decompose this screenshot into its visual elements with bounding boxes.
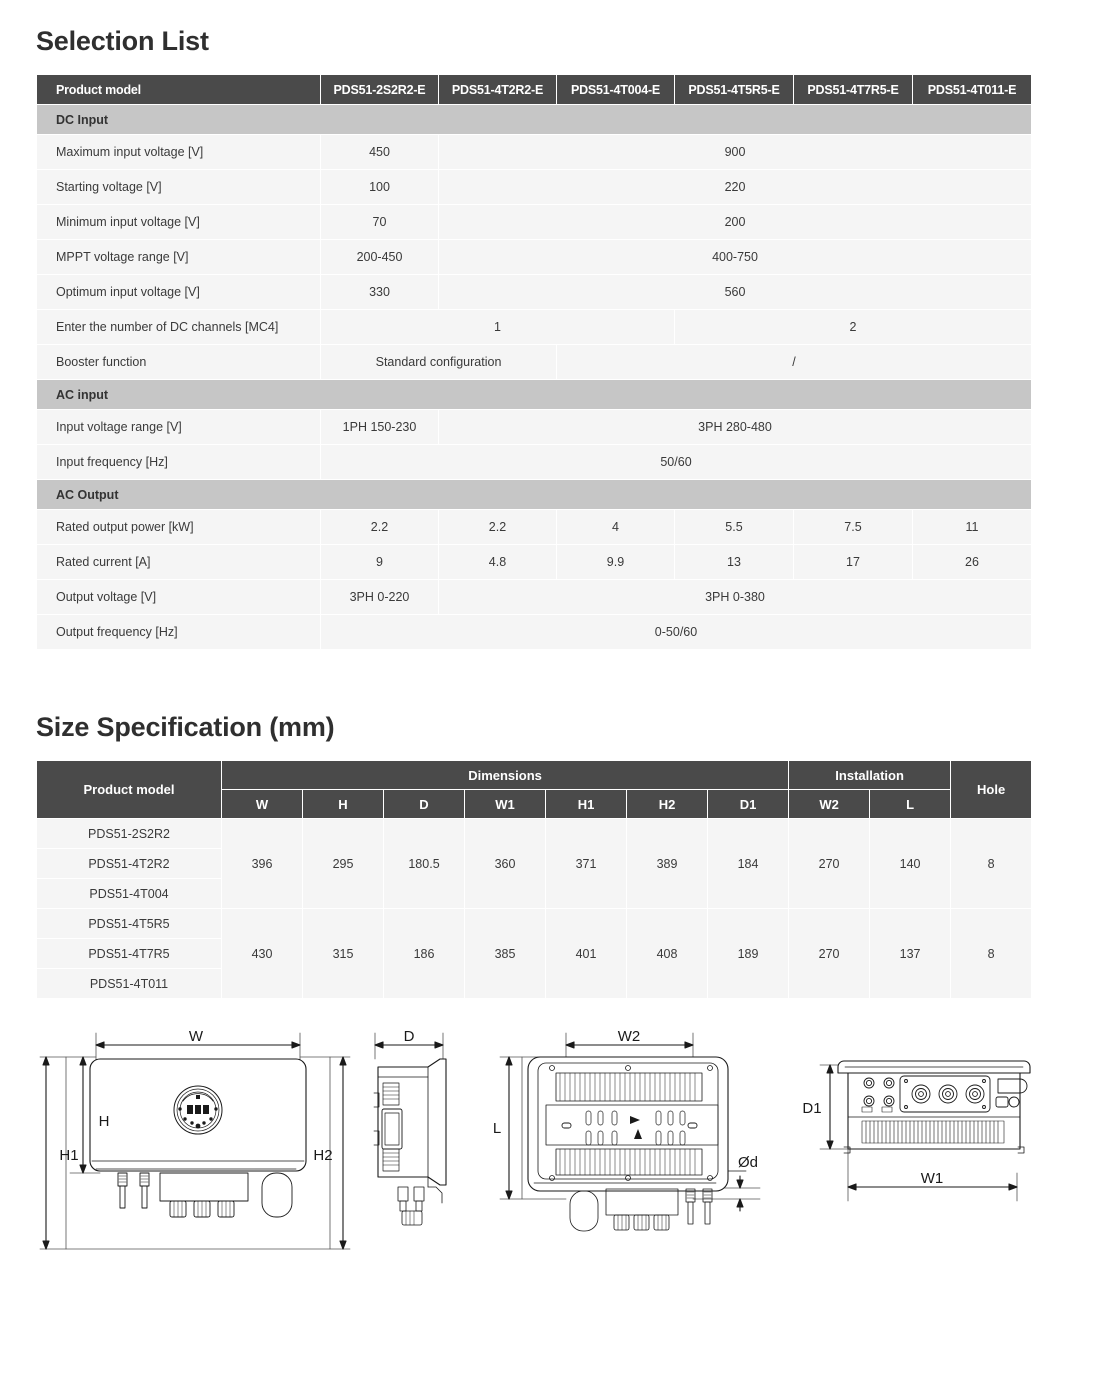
cell-model: PDS51-4T011	[37, 969, 222, 999]
cell-dimension-l: 140	[870, 819, 951, 909]
cell-dimension-h2: 408	[627, 909, 708, 999]
column-header-model-4: PDS51-4T5R5-E	[675, 75, 794, 105]
label-front-h1: H1	[59, 1147, 79, 1164]
cell-value: 1PH 150-230	[321, 410, 439, 445]
section-spacer	[36, 650, 1061, 712]
row-label-optimum-input-voltage: Optimum input voltage [V]	[37, 275, 321, 310]
cell-value: 5.5	[675, 510, 794, 545]
table-row	[37, 410, 1032, 445]
row-label-output-voltage: Output voltage [V]	[37, 580, 321, 615]
label-front-w: W	[188, 1028, 204, 1045]
table-row	[37, 615, 1032, 650]
cell-value: 9	[321, 545, 439, 580]
cell-value: 900	[439, 135, 1032, 170]
column-header-w: W	[222, 790, 303, 819]
column-header-w1: W1	[465, 790, 546, 819]
column-header-l: L	[870, 790, 951, 819]
cell-dimension-d: 186	[384, 909, 465, 999]
cell-dimension-h1: 371	[546, 819, 627, 909]
cell-dimension-w2: 270	[789, 819, 870, 909]
row-label-input-frequency: Input frequency [Hz]	[37, 445, 321, 480]
cell-value: 450	[321, 135, 439, 170]
cell-value: 100	[321, 170, 439, 205]
cell-dimension-w2: 270	[789, 909, 870, 999]
column-header-h2: H2	[627, 790, 708, 819]
table-row	[37, 275, 1032, 310]
column-header-installation: Installation	[789, 761, 951, 790]
column-header-w2: W2	[789, 790, 870, 819]
column-header-dimensions: Dimensions	[222, 761, 789, 790]
label-front-h2: H2	[313, 1147, 333, 1164]
column-header-d1: D1	[708, 790, 789, 819]
cell-dimension-w1: 360	[465, 819, 546, 909]
cell-value: 400-750	[439, 240, 1032, 275]
table-row	[37, 445, 1032, 480]
cell-dimension-h: 295	[303, 819, 384, 909]
column-header-h: H	[303, 790, 384, 819]
selection-list-table	[36, 74, 1032, 650]
table-header-row-top	[37, 761, 1032, 790]
page-title-selection-list: Selection List	[36, 26, 209, 56]
cell-value: 7.5	[794, 510, 913, 545]
row-label-starting-voltage: Starting voltage [V]	[37, 170, 321, 205]
cell-dimension-d1: 184	[708, 819, 789, 909]
label-front-h: H	[98, 1113, 110, 1130]
column-header-model-2: PDS51-4T2R2-E	[439, 75, 557, 105]
cell-dimension-w1: 385	[465, 909, 546, 999]
table-row	[37, 510, 1032, 545]
cell-value: 3PH 0-380	[439, 580, 1032, 615]
drawing-rear-view	[500, 1033, 760, 1231]
dimension-drawings-svg	[0, 1021, 1097, 1286]
cell-value: 3PH 280-480	[439, 410, 1032, 445]
cell-value: 1	[321, 310, 675, 345]
cell-value: 4.8	[439, 545, 557, 580]
cell-dimension-d-hole: 8	[951, 819, 1032, 909]
group-label-ac-input: AC input	[37, 380, 1032, 410]
label-rear-w2: W2	[617, 1028, 641, 1045]
row-label-rated-output-power: Rated output power [kW]	[37, 510, 321, 545]
table-row	[37, 545, 1032, 580]
column-header-h1: H1	[546, 790, 627, 819]
cell-dimension-l: 137	[870, 909, 951, 999]
cell-value: 70	[321, 205, 439, 240]
cell-dimension-h1: 401	[546, 909, 627, 999]
drawing-front-view	[40, 1033, 350, 1249]
cell-dimension-d1: 189	[708, 909, 789, 999]
cell-dimension-h: 315	[303, 909, 384, 999]
cell-value: 2.2	[321, 510, 439, 545]
label-rear-od: Ød	[737, 1154, 759, 1171]
cell-model: PDS51-4T5R5	[37, 909, 222, 939]
cell-value: 17	[794, 545, 913, 580]
cell-value: /	[557, 345, 1032, 380]
column-header-model-1: PDS51-2S2R2-E	[321, 75, 439, 105]
cell-value: 2	[675, 310, 1032, 345]
cell-dimension-h2: 389	[627, 819, 708, 909]
row-label-rated-current: Rated current [A]	[37, 545, 321, 580]
group-label-dc-input: DC Input	[37, 105, 1032, 135]
row-label-mppt-voltage-range: MPPT voltage range [V]	[37, 240, 321, 275]
table-row	[37, 345, 1032, 380]
cell-value: 13	[675, 545, 794, 580]
label-side-d: D	[403, 1028, 415, 1045]
drawing-side-view	[374, 1033, 446, 1225]
column-header-model-6: PDS51-4T011-E	[913, 75, 1032, 105]
column-header-product-model: Product model	[37, 75, 321, 105]
cell-value: 9.9	[557, 545, 675, 580]
row-label-max-input-voltage: Maximum input voltage [V]	[37, 135, 321, 170]
table-header-row	[37, 75, 1032, 105]
cell-value: 560	[439, 275, 1032, 310]
cell-model: PDS51-4T2R2	[37, 849, 222, 879]
cell-value: 200-450	[321, 240, 439, 275]
table-row	[37, 909, 1032, 939]
cell-dimension-w: 430	[222, 909, 303, 999]
label-rear-l: L	[492, 1120, 502, 1137]
column-header-d: D	[384, 790, 465, 819]
cell-value: 200	[439, 205, 1032, 240]
cell-model: PDS51-4T7R5	[37, 939, 222, 969]
row-label-output-frequency: Output frequency [Hz]	[37, 615, 321, 650]
table-row	[37, 170, 1032, 205]
cell-value: Standard configuration	[321, 345, 557, 380]
cell-dimension-d: 180.5	[384, 819, 465, 909]
label-bottom-w1: W1	[920, 1170, 944, 1187]
cell-model: PDS51-2S2R2	[37, 819, 222, 849]
column-header-model-3: PDS51-4T004-E	[557, 75, 675, 105]
group-row-ac-output	[37, 480, 1032, 510]
cell-value: 11	[913, 510, 1032, 545]
cell-value: 26	[913, 545, 1032, 580]
label-bottom-d1: D1	[802, 1100, 822, 1117]
group-row-dc-input	[37, 105, 1032, 135]
column-header-model-5: PDS51-4T7R5-E	[794, 75, 913, 105]
table-row	[37, 240, 1032, 275]
row-label-dc-channels: Enter the number of DC channels [MC4]	[37, 310, 321, 345]
size-specification-table	[36, 760, 1032, 999]
group-row-ac-input	[37, 380, 1032, 410]
row-label-booster-function: Booster function	[37, 345, 321, 380]
cell-value: 220	[439, 170, 1032, 205]
table-row	[37, 205, 1032, 240]
group-label-ac-output: AC Output	[37, 480, 1032, 510]
cell-dimension-d-hole: 8	[951, 909, 1032, 999]
row-label-input-voltage-range: Input voltage range [V]	[37, 410, 321, 445]
technical-drawings	[0, 1021, 1097, 1286]
table-row	[37, 135, 1032, 170]
table-row	[37, 310, 1032, 345]
cell-model: PDS51-4T004	[37, 879, 222, 909]
cell-dimension-w: 396	[222, 819, 303, 909]
cell-value: 0-50/60	[321, 615, 1032, 650]
table-row	[37, 819, 1032, 849]
cell-value: 330	[321, 275, 439, 310]
cell-value: 4	[557, 510, 675, 545]
row-label-min-input-voltage: Minimum input voltage [V]	[37, 205, 321, 240]
cell-value: 50/60	[321, 445, 1032, 480]
page-title-size-specification: Size Specification (mm)	[36, 712, 335, 742]
column-header-product-model: Product model	[37, 761, 222, 819]
table-row	[37, 580, 1032, 615]
cell-value: 3PH 0-220	[321, 580, 439, 615]
column-header-hole: Hole	[951, 761, 1032, 819]
cell-value: 2.2	[439, 510, 557, 545]
